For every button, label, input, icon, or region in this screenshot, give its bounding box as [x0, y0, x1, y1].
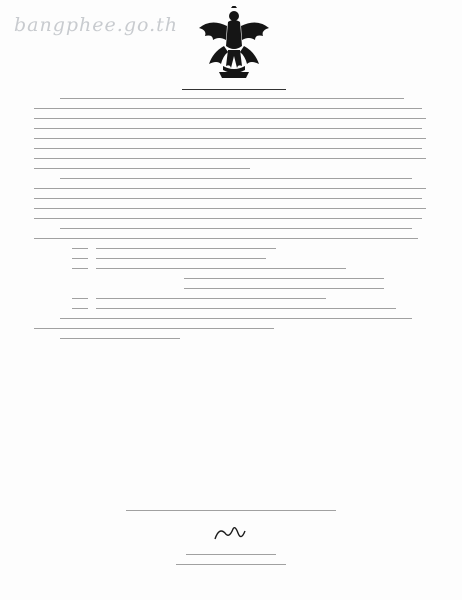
website-watermark: bangphee.go.th — [14, 14, 178, 36]
body-paragraph-2 — [34, 178, 434, 219]
contact-paragraph — [34, 318, 434, 329]
closing-announce — [34, 338, 434, 339]
signature-block — [0, 510, 462, 565]
list-sub-item — [184, 288, 434, 289]
handwritten-signature — [211, 523, 251, 545]
body-paragraph-1 — [34, 98, 434, 169]
signer-name — [186, 554, 276, 555]
list-item — [34, 248, 434, 249]
list-item — [34, 268, 434, 269]
garuda-emblem-icon — [197, 6, 271, 84]
list-sub-item — [184, 278, 434, 279]
body-paragraph-3 — [34, 228, 434, 239]
schedule-list — [34, 248, 434, 309]
list-item — [34, 298, 434, 299]
announcement-date — [126, 510, 336, 511]
signer-position — [176, 564, 286, 565]
list-item — [34, 308, 434, 309]
header-divider — [182, 89, 286, 90]
list-item — [34, 258, 434, 259]
